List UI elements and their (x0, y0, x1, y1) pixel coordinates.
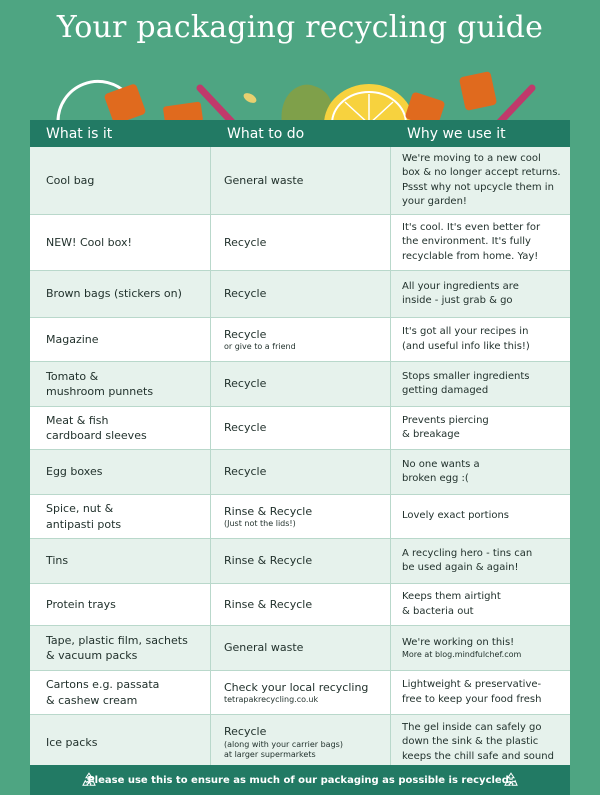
disposal-note: tetrapakrecycling.co.uk (224, 695, 319, 704)
table-row (30, 715, 570, 770)
disposal-action: Recycle (224, 725, 267, 739)
disposal-action: Rinse & Recycle (224, 554, 313, 568)
reason-text: It's got all your recipes in (and useful info like this!) (402, 326, 530, 352)
chilli-icon (200, 88, 232, 122)
table-row (30, 407, 570, 450)
table-row (30, 671, 570, 715)
item-name: Magazine (46, 332, 99, 346)
table-row (30, 539, 570, 584)
disposal-action: Rinse & Recycle (224, 597, 313, 611)
lime-icon (282, 85, 332, 124)
column-header-what: What is it (46, 125, 113, 142)
disposal-action: Rinse & Recycle (224, 504, 313, 518)
table-row (30, 626, 570, 671)
reason-text: A recycling hero - tins can be used again & again! (402, 547, 533, 573)
reason-text: Stops smaller ingredients getting damaged (402, 370, 530, 396)
item-name: Tape, plastic film, sachets & vacuum packs (46, 633, 188, 662)
footer-banner (30, 765, 570, 795)
disposal-action: Recycle (224, 377, 267, 391)
table-row (30, 584, 570, 626)
table-row (30, 495, 570, 539)
disposal-action: General waste (224, 173, 304, 187)
reason-text: We're moving to a new cool box & no longer accept returns. Pssst why not upcycle them in your garden! (402, 152, 561, 207)
disposal-note: or give to a friend (224, 342, 296, 351)
table-row (30, 271, 570, 318)
recycle-icon (80, 771, 98, 789)
item-name: Cartons e.g. passata & cashew cream (46, 678, 160, 707)
item-name: Egg boxes (46, 465, 103, 479)
reason-text: All your ingredients are inside - just grab & go (402, 280, 519, 306)
reason-text: Keeps them airtight & bacteria out (402, 591, 501, 617)
footer-text: Please use this to ensure as much of our packaging as possible is recycled. (87, 774, 513, 786)
disposal-action: Recycle (224, 287, 267, 301)
table-row (30, 450, 570, 495)
item-name: NEW! Cool box! (46, 235, 132, 249)
chilli-icon (498, 88, 532, 124)
carrot-chunk-icon (459, 71, 497, 111)
carrot-chunk-icon (104, 83, 147, 125)
item-name: Tins (46, 554, 69, 568)
item-name: Protein trays (46, 597, 116, 611)
table-row (30, 362, 570, 407)
table-row (30, 147, 570, 215)
disposal-action: Recycle (224, 465, 267, 479)
reason-note: More at blog.mindfulchef.com (402, 650, 522, 660)
recycle-icon (502, 771, 520, 789)
disposal-action: Recycle (224, 421, 267, 435)
item-name: Spice, nut & antipasti pots (46, 502, 122, 531)
disposal-action: Recycle (224, 235, 267, 249)
column-header-todo: What to do (227, 125, 305, 142)
disposal-action: Recycle (224, 327, 267, 341)
item-name: Meat & fish cardboard sleeves (46, 413, 147, 442)
table-row (30, 215, 570, 271)
reason-text: No one wants a broken egg :( (402, 458, 480, 484)
disposal-note: (along with your carrier bags) at larger supermarkets (224, 739, 343, 760)
reason-text: Prevents piercing & breakage (402, 414, 489, 440)
reason-text: We're working on this! (402, 636, 515, 648)
table-header (30, 120, 570, 147)
column-header-why: Why we use it (407, 125, 506, 142)
seed-icon (242, 91, 258, 105)
recycling-table (30, 120, 570, 795)
reason-text: It's cool. It's even better for the environment. It's fully recyclable from home. Yay! (402, 221, 541, 262)
disposal-note: (Just not the lids!) (224, 519, 296, 528)
item-name: Cool bag (46, 173, 95, 187)
reason-text: The gel inside can safely go down the sink & the plastic keeps the chill safe and sound (402, 721, 554, 762)
disposal-action: Check your local recycling (224, 680, 369, 694)
item-name: Tomato & mushroom punnets (46, 369, 154, 398)
item-name: Ice packs (46, 735, 98, 749)
reason-text: Lovely exact portions (402, 510, 510, 522)
disposal-action: General waste (224, 641, 304, 655)
table-row (30, 318, 570, 362)
page-title: Your packaging recycling guide (56, 10, 544, 45)
reason-text: Lightweight & preservative- free to keep your food fresh (402, 679, 542, 705)
item-name: Brown bags (stickers on) (46, 287, 182, 301)
food-illustration (0, 60, 600, 125)
